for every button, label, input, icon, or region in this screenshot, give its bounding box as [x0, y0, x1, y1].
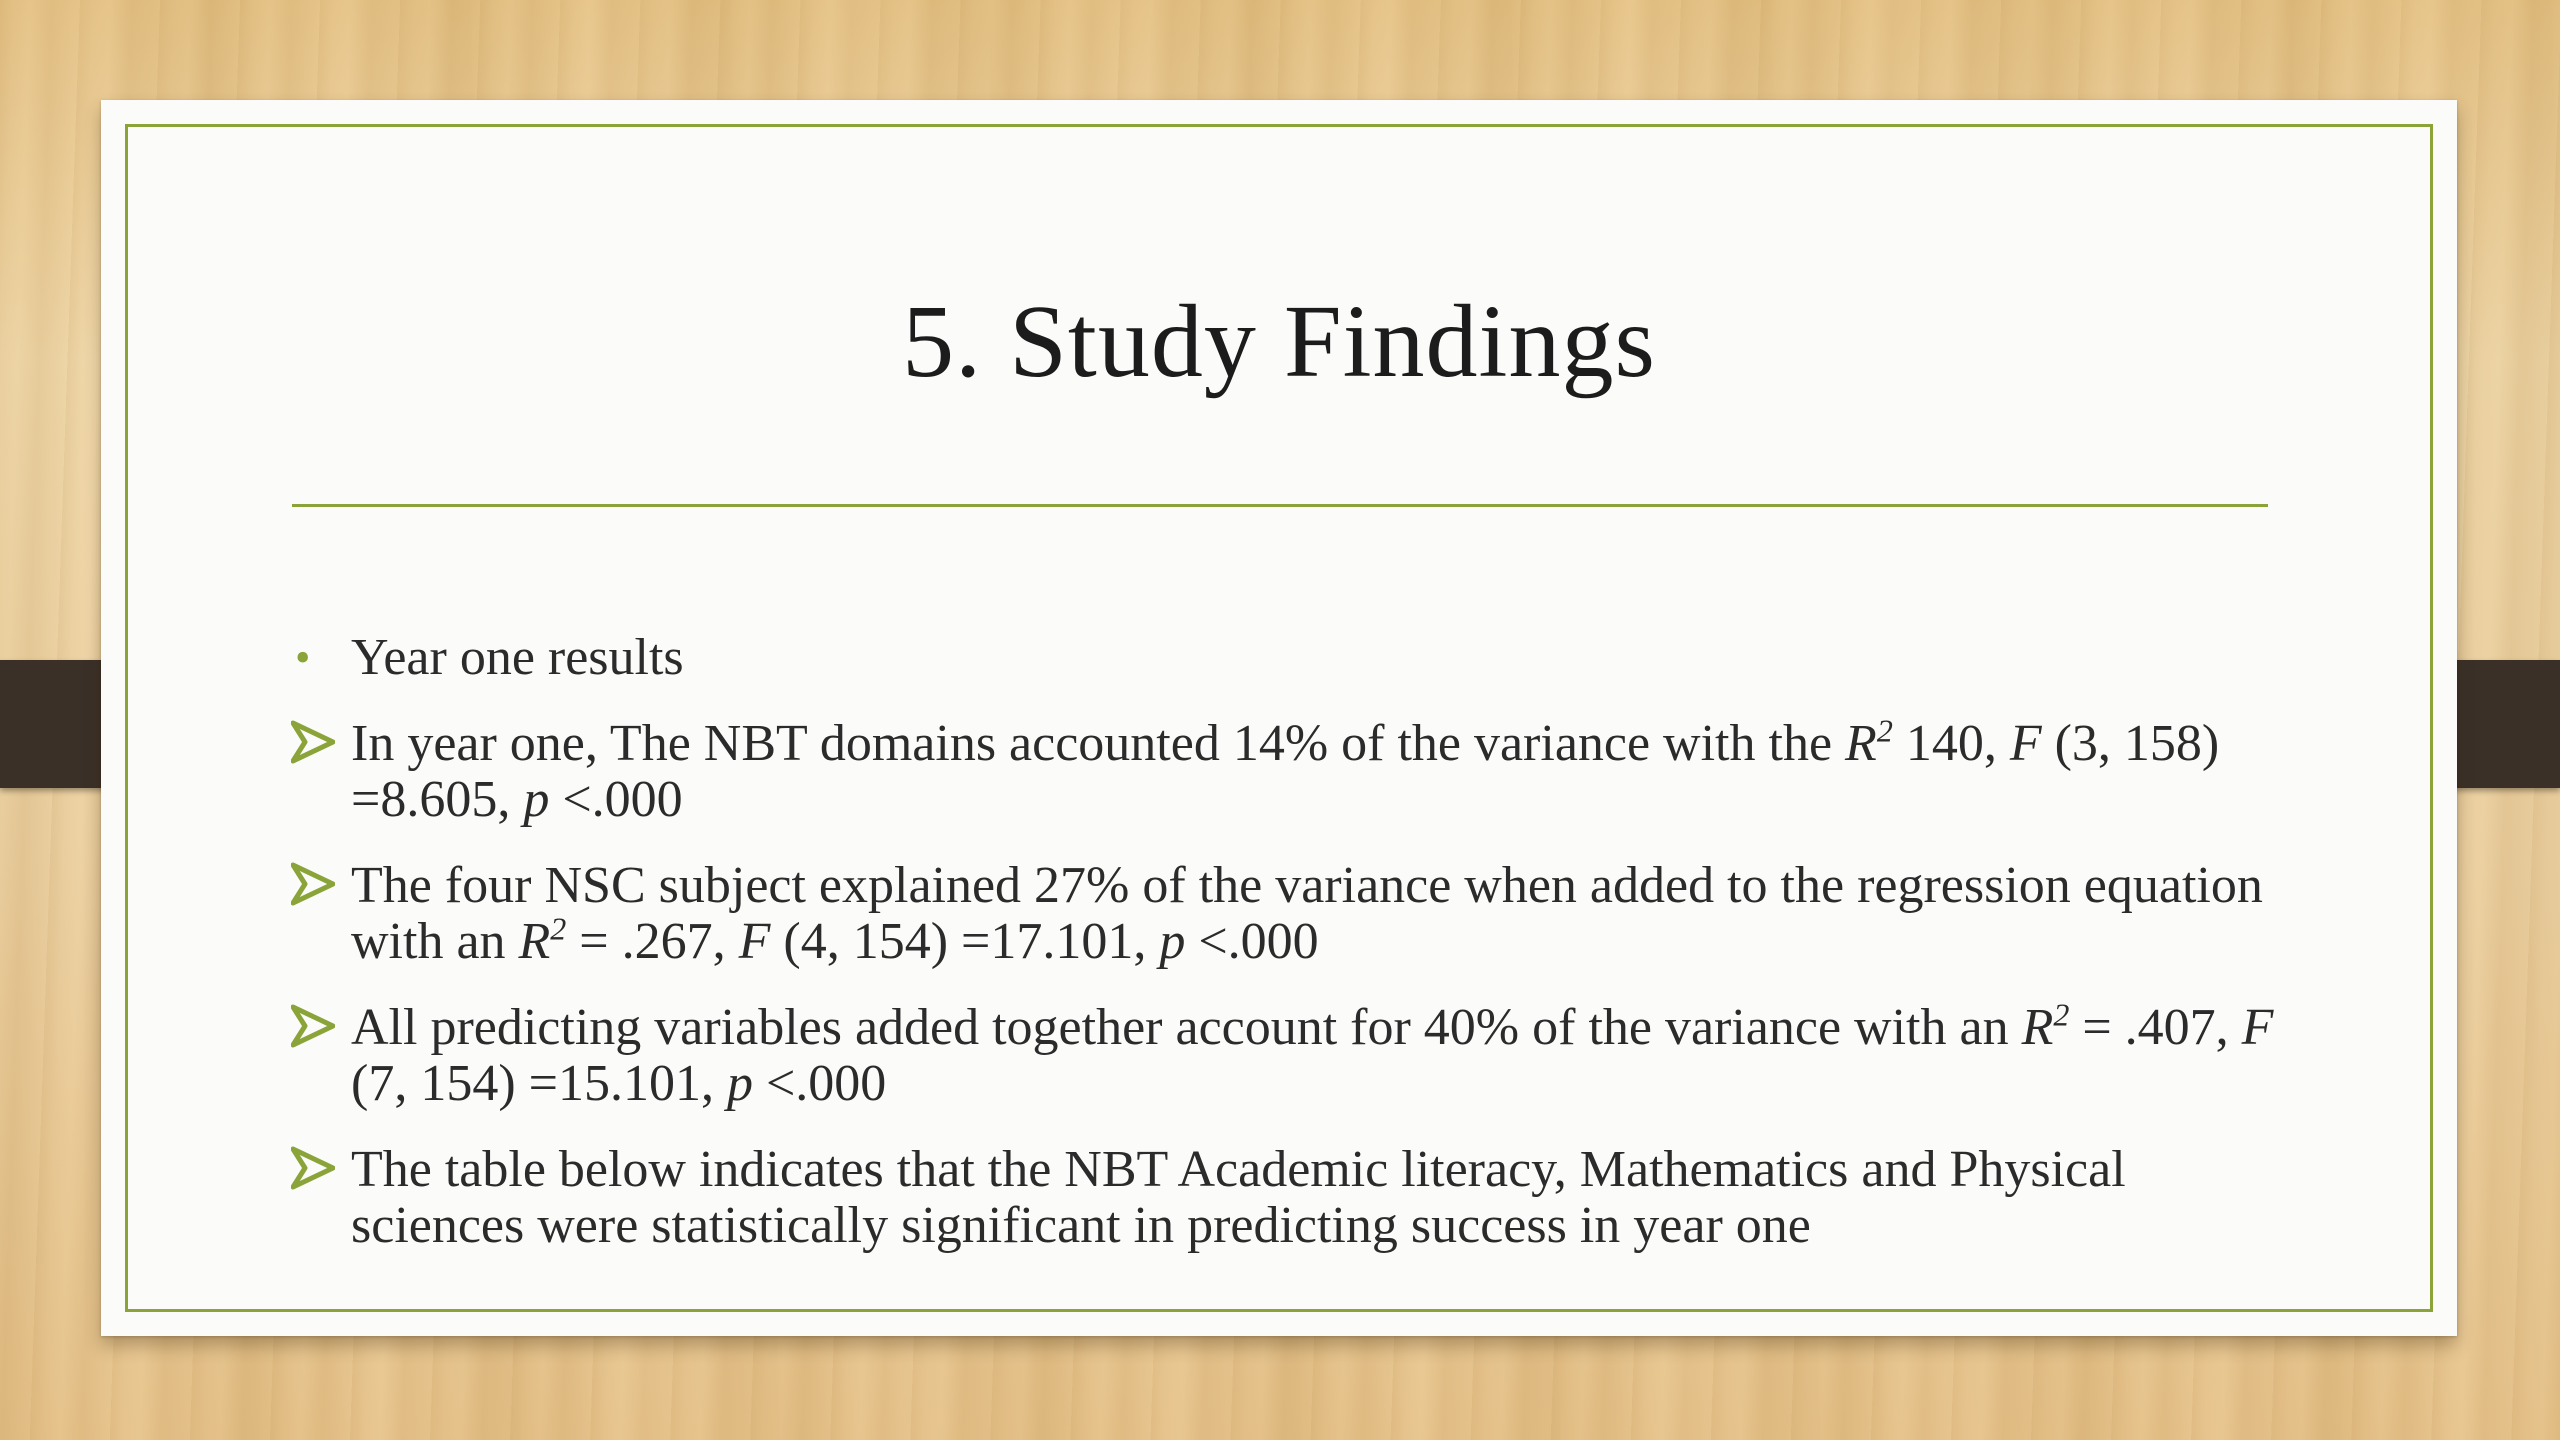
- bullet-text: 140,: [1892, 715, 2010, 772]
- bullet-text: = .407,: [2069, 999, 2242, 1056]
- bullet-table-note: [291, 1142, 2291, 1254]
- bullet-dot-icon: •: [295, 633, 311, 682]
- bullet-nbt-domains: [291, 712, 2291, 828]
- bullet-text: <.000: [752, 1055, 887, 1112]
- bullet-text: (4, 154) =17.101,: [770, 913, 1160, 970]
- arrow-bullet-icon: [291, 720, 335, 764]
- superscript: 2: [1876, 712, 1893, 749]
- bullet-text: <.000: [549, 771, 683, 828]
- arrow-bullet-icon: [291, 862, 335, 906]
- title-divider: [292, 504, 2268, 507]
- p-symbol: p: [1159, 913, 1186, 970]
- p-symbol: p: [523, 771, 550, 828]
- bullet-text: = .267,: [566, 913, 739, 970]
- r-symbol: R: [2021, 999, 2054, 1056]
- slide: [101, 100, 2457, 1336]
- arrow-bullet-icon: [291, 1146, 335, 1190]
- r-symbol: R: [1845, 715, 1877, 772]
- arrow-bullet-icon: [291, 1004, 335, 1048]
- bullet-text: (3, 158) =8.605,: [351, 715, 2220, 828]
- bullet-year-one-results: [291, 630, 2291, 686]
- superscript: 2: [550, 910, 567, 947]
- bullet-nsc-subjects: [291, 858, 2291, 970]
- bullet-text: (7, 154) =15.101,: [351, 1055, 727, 1112]
- bullet-text: Year one results: [351, 629, 684, 686]
- bullet-all-predictors: [291, 996, 2291, 1112]
- f-symbol: F: [738, 913, 771, 970]
- bullet-text: The table below indicates that the NBT Academic literacy, Mathematics and Physical sciences were statistically significant in predicting success in year one: [351, 1141, 2126, 1254]
- bullet-text: The four NSC subject explained 27% of the variance when added to the regression equation with an: [351, 857, 2263, 970]
- superscript: 2: [2053, 996, 2070, 1033]
- bullet-text: All predicting variables added together account for 40% of the variance with an: [351, 999, 2022, 1056]
- f-symbol: F: [2241, 999, 2274, 1056]
- bullet-text: <.000: [1185, 913, 1319, 970]
- slide-title: 5. Study Findings: [902, 284, 1656, 399]
- p-symbol: p: [726, 1055, 753, 1112]
- bullet-list: [291, 630, 2291, 1284]
- r-symbol: R: [518, 913, 551, 970]
- f-symbol: F: [2009, 715, 2042, 772]
- bullet-text: In year one, The NBT domains accounted 14% of the variance with the: [351, 715, 1846, 772]
